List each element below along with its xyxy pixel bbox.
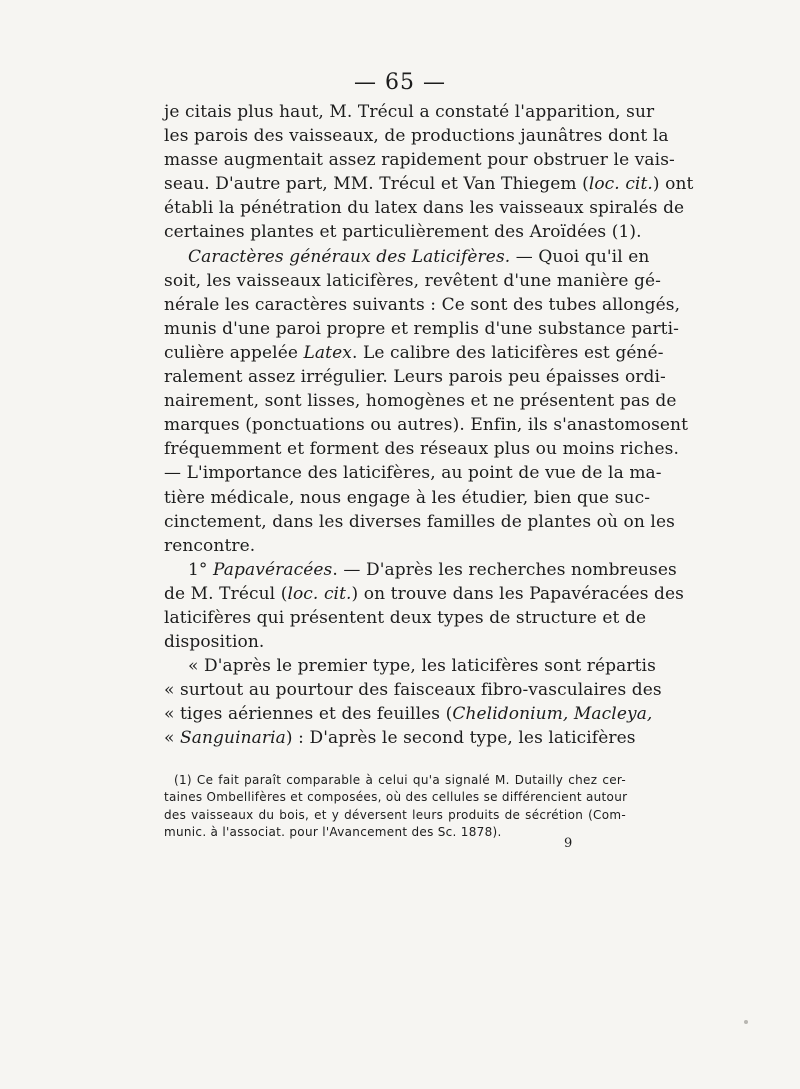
footnote-line: taines Ombellifères et composées, où des cellules se différencient autour [164, 790, 628, 805]
text-segment: tière médicale, nous engage à les étudier, bien que suc- [164, 487, 651, 508]
italic-text: Caractères généraux des Laticifères. [188, 246, 511, 267]
text-line [164, 654, 656, 678]
text-segment: « [164, 728, 181, 749]
text-line [164, 196, 685, 220]
text-segment: « surtout au pourtour des faisceaux fibro-vasculaires des [164, 680, 662, 701]
text-segment: rencontre. [164, 535, 256, 556]
text-segment: disposition. [164, 632, 265, 653]
text-line [164, 220, 642, 244]
italic-text: loc. cit. [588, 174, 653, 195]
text-line [164, 606, 647, 630]
text-line [164, 389, 677, 413]
signature-mark: 9 [564, 836, 573, 851]
text-segment: nérale les caractères suivants : Ce sont des tubes allongés, [164, 294, 681, 315]
text-line [164, 245, 650, 269]
text-segment: — Quoi qu'il en [510, 246, 650, 267]
text-segment: certaines plantes et particulièrement des Aroïdées (1). [164, 222, 642, 243]
footnote-line: (1) Ce fait paraît comparable à celui qu'a signalé M. Dutailly chez cer- [174, 773, 626, 787]
text-line [164, 293, 681, 317]
footnotes [164, 772, 626, 841]
text-segment: les parois des vaisseaux, de productions jaunâtres dont la [164, 126, 669, 147]
footnote-line: munic. à l'associat. pour l'Avancement des Sc. 1878). [164, 824, 502, 839]
text-line [164, 534, 626, 558]
text-segment: munis d'une paroi propre et remplis d'une substance parti- [164, 318, 679, 339]
text-segment: 1° [188, 559, 214, 580]
text-segment: nairement, sont lisses, homogènes et ne présentent pas de [164, 391, 677, 412]
footnote-line: des vaisseaux du bois, et y déversent leurs produits de sécrétion (Com- [164, 807, 626, 822]
text-segment: culière appelée [164, 342, 304, 363]
text-line [164, 510, 675, 534]
text-segment: . — D'après les recherches nombreuses [332, 559, 677, 580]
italic-text: Papavéracées [213, 559, 333, 580]
text-segment: seau. D'autre part, MM. Trécul et Van Thiegem ( [164, 174, 589, 195]
text-line [164, 486, 651, 510]
text-segment: ) on trouve dans les Papavéracées des [351, 583, 684, 604]
page-number: — 65 — [354, 70, 446, 95]
text-segment: « D'après le premier type, les laticifères sont répartis [188, 656, 656, 677]
italic-text: Chelidonium, Macleya, [452, 704, 653, 725]
text-segment: établi la pénétration du latex dans les vaisseaux spiralés de [164, 198, 685, 219]
italic-text: loc. cit. [287, 583, 352, 604]
italic-text: Latex [303, 342, 352, 363]
text-segment: masse augmentait assez rapidement pour obstruer le vais- [164, 150, 675, 171]
text-segment: fréquemment et forment des réseaux plus ou moins riches. [164, 439, 679, 460]
text-line [164, 558, 677, 582]
text-segment: ralement assez irrégulier. Leurs parois peu épaisses ordi- [164, 367, 666, 388]
text-line [164, 100, 655, 124]
text-line [164, 461, 662, 485]
text-segment: marques (ponctuations ou autres). Enfin, ils s'anastomosent [164, 415, 689, 436]
text-line [164, 582, 684, 606]
text-segment: « tiges aériennes et des feuilles ( [164, 704, 453, 725]
text-line [164, 413, 689, 437]
text-line [164, 269, 662, 293]
text-line [164, 678, 662, 702]
text-line [164, 437, 679, 461]
text-line [164, 726, 636, 750]
text-line [164, 341, 664, 365]
text-segment: . Le calibre des laticifères est géné- [351, 342, 664, 363]
text-line [164, 702, 653, 726]
text-segment: laticifères qui présentent deux types de structure et de [164, 607, 647, 628]
italic-text: Sanguinaria [180, 728, 286, 749]
text-segment: soit, les vaisseaux laticifères, revêtent d'une manière gé- [164, 270, 662, 291]
text-segment: cinctement, dans les diverses familles de plantes où on les [164, 511, 675, 532]
text-line [164, 172, 694, 196]
body-text [164, 100, 694, 751]
paper-speck [744, 1020, 748, 1024]
text-line [164, 630, 626, 654]
text-line [164, 148, 675, 172]
text-line [164, 317, 679, 341]
text-segment: ) : D'après le second type, les laticifères [285, 728, 636, 749]
text-segment: de M. Trécul ( [164, 583, 288, 604]
text-segment: — L'importance des laticifères, au point de vue de la ma- [164, 463, 662, 484]
text-segment: ) ont [652, 174, 694, 195]
text-segment: je citais plus haut, M. Trécul a constaté l'apparition, sur [164, 102, 655, 122]
text-line [164, 124, 669, 148]
text-line [164, 365, 666, 389]
